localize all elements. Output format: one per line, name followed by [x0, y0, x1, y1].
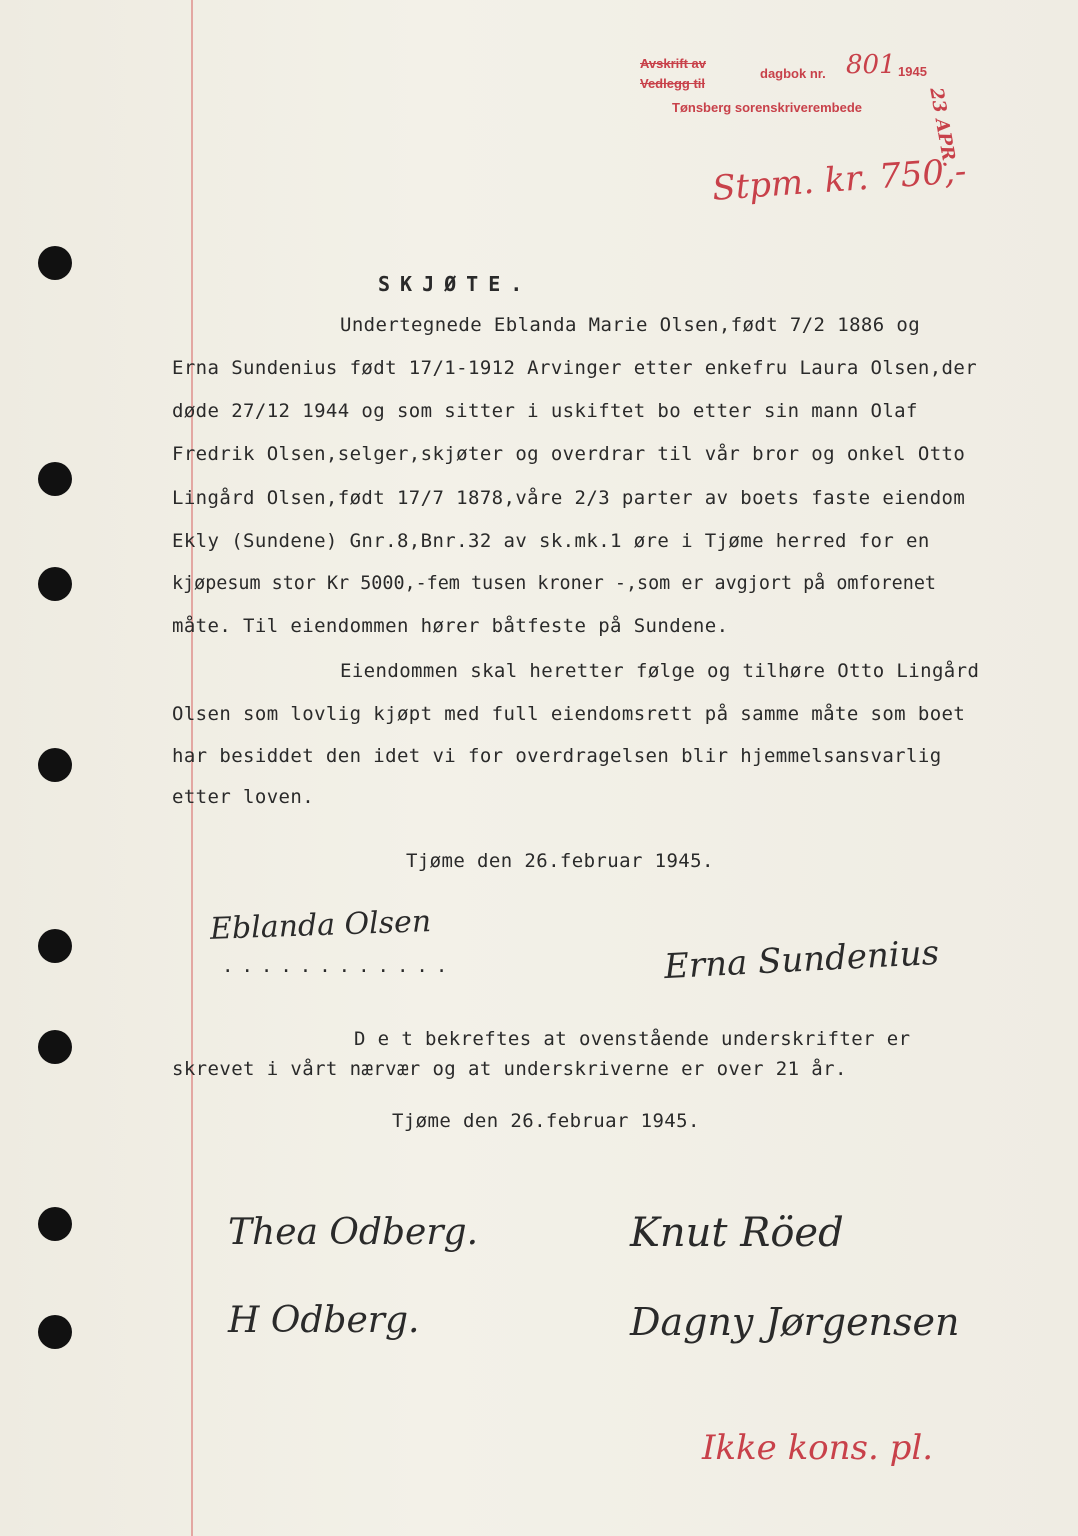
punch-hole [38, 1207, 72, 1241]
place-date-1: Tjøme den 26.februar 1945. [406, 850, 714, 872]
body-line: Olsen som lovlig kjøpt med full eiendomsrett på samme måte som boet [172, 703, 966, 725]
body-line: Eiendommen skal heretter følge og tilhøre Otto Lingård [340, 660, 980, 682]
body-line: etter loven. [172, 786, 315, 808]
signature-eblanda: Eblanda Olsen [209, 904, 432, 947]
punch-hole [38, 1315, 72, 1349]
document-title: SKJØTE. [378, 272, 533, 296]
witness-signature: Dagny Jørgensen [630, 1300, 960, 1344]
body-line: kjøpesum stor Kr 5000,-fem tusen kroner -,som er avgjort på omforenet [172, 573, 936, 594]
stamp-date: 23 APR. [925, 86, 960, 169]
signature-erna: Erna Sundenius [663, 932, 940, 988]
witness-line: D e t bekreftes at ovenstående underskrifter er [354, 1028, 911, 1050]
margin-rule [191, 0, 193, 1536]
witness-line: skrevet i vårt nærvær og at underskriverne er over 21 år. [172, 1058, 847, 1080]
footer-note: Ikke kons. pl. [702, 1428, 934, 1468]
body-line: Lingård Olsen,født 17/7 1878,våre 2/3 parter av boets faste eiendom [172, 487, 966, 509]
body-line: døde 27/12 1944 og som sitter i uskiftet bo etter sin mann Olaf [172, 400, 918, 422]
body-line: Ekly (Sundene) Gnr.8,Bnr.32 av sk.mk.1 øre i Tjøme herred for en [172, 530, 930, 552]
place-date-2: Tjøme den 26.februar 1945. [392, 1110, 700, 1132]
stamp-avskrift: Avskrift av [640, 56, 706, 71]
body-line: har besiddet den idet vi for overdragelsen blir hjemmelsansvarlig [172, 745, 942, 767]
stamp-number: 801 [846, 50, 896, 80]
witness-signature: Thea Odberg. [228, 1212, 479, 1253]
punch-hole [38, 929, 72, 963]
stamp-dagbok: dagbok nr. [760, 66, 826, 81]
stamp-year: 1945 [898, 64, 927, 79]
body-line: Erna Sundenius født 17/1-1912 Arvinger etter enkefru Laura Olsen,der [172, 357, 978, 379]
punch-hole [38, 748, 72, 782]
witness-signature: H Odberg. [228, 1300, 420, 1341]
body-line: Fredrik Olsen,selger,skjøter og overdrar til vår bror og onkel Otto [172, 443, 966, 465]
witness-signature: Knut Röed [630, 1210, 844, 1256]
punch-hole [38, 1030, 72, 1064]
stamp-fee-note: Stpm. kr. 750,- [710, 151, 968, 209]
stamp-vedlegg: Vedlegg til [640, 76, 706, 91]
stamp-office: Tønsberg sorenskriverembede [672, 100, 863, 115]
punch-hole [38, 567, 72, 601]
body-line: måte. Til eiendommen hører båtfeste på Sundene. [172, 615, 729, 637]
punch-hole [38, 462, 72, 496]
signature-dots: ............ [222, 955, 456, 977]
body-line: Undertegnede Eblanda Marie Olsen,født 7/2 1886 og [340, 314, 921, 336]
punch-hole [38, 246, 72, 280]
